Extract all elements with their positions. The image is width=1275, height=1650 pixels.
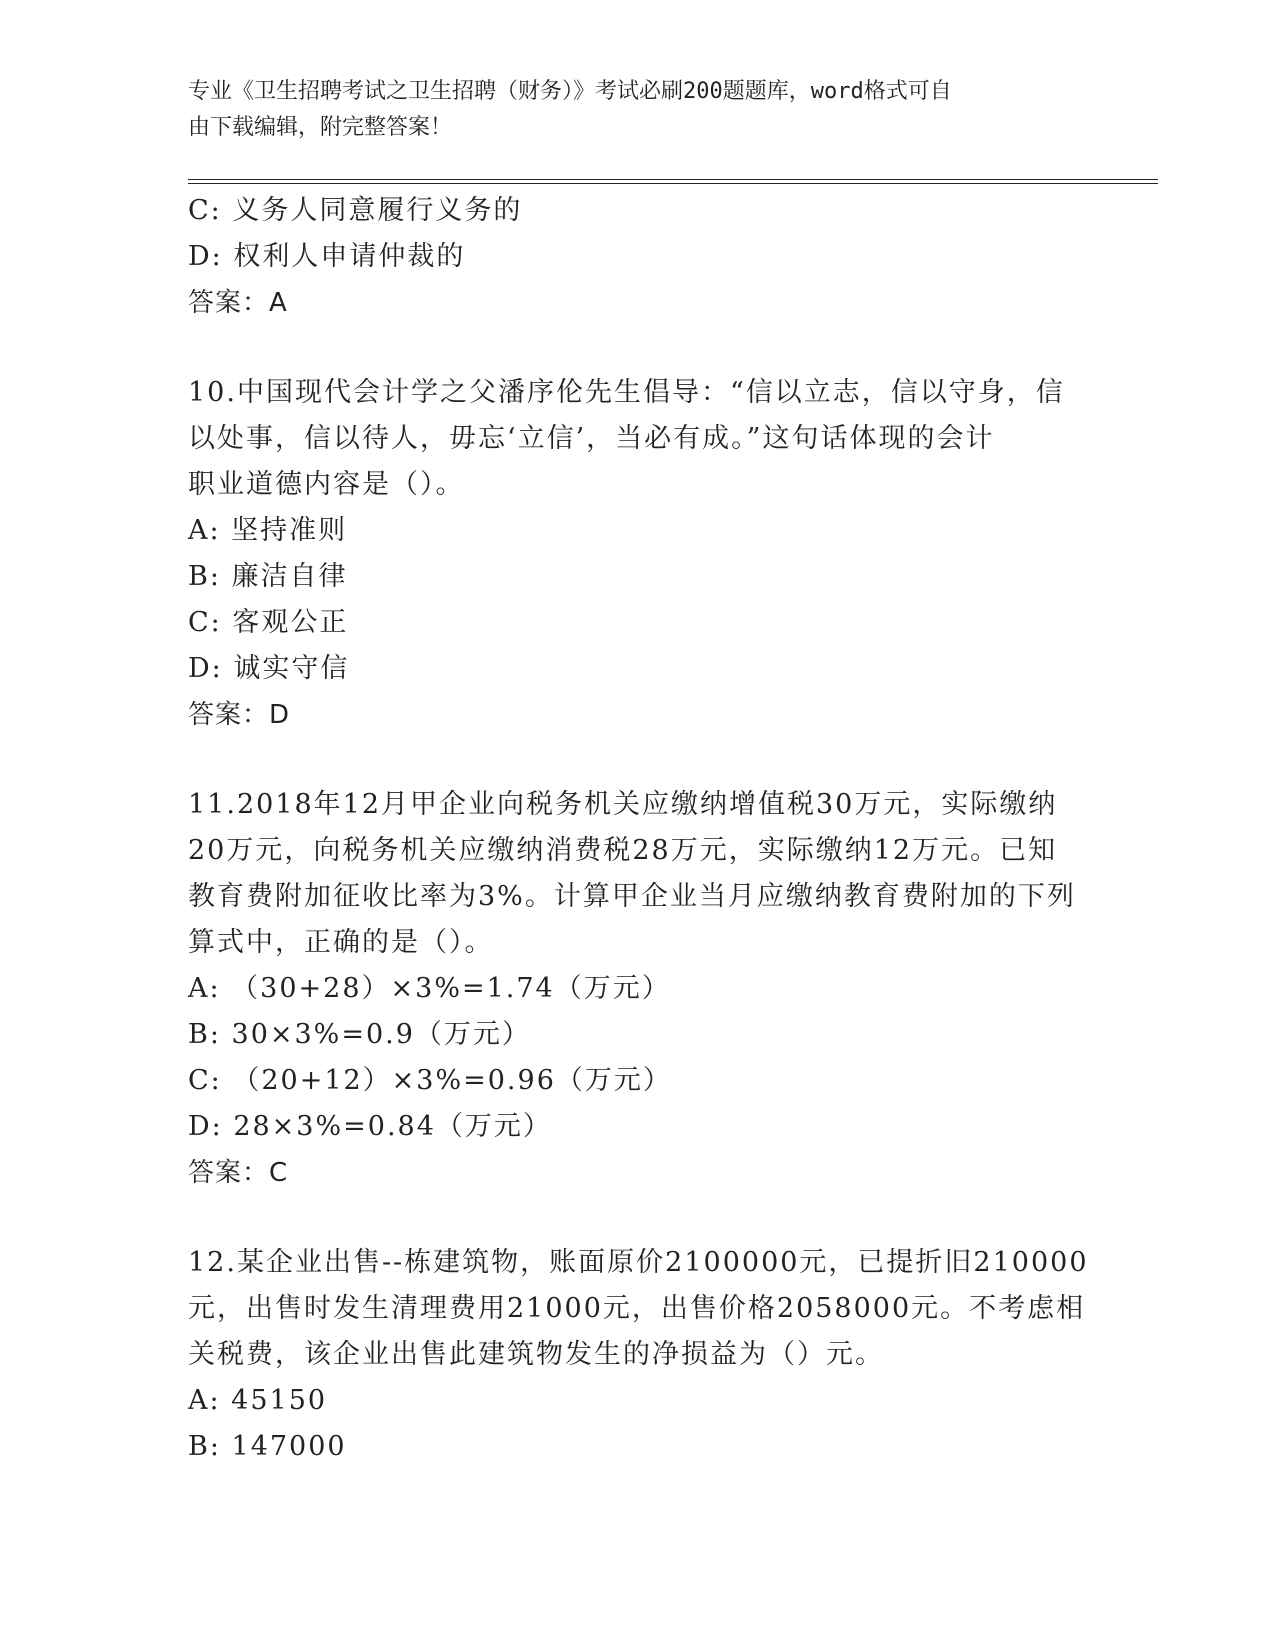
document-header — [188, 74, 1078, 146]
question-text-line: 教育费附加征收比率为3%。计算甲企业当月应缴纳教育费附加的下列 — [188, 881, 1076, 912]
header-line-1: 专业《卫生招聘考试之卫生招聘（财务）》考试必刷200题题库，word格式可自 — [188, 79, 952, 104]
option-c: C: 义务人同意履行义务的 — [188, 195, 523, 226]
spacer — [188, 326, 1088, 370]
option-d: D: 诚实守信 — [188, 653, 350, 684]
question-text-line: 算式中，正确的是（）。 — [188, 927, 494, 958]
option-d: D: 28×3%=0.84（万元） — [188, 1111, 552, 1142]
option-b: B: 廉洁自律 — [188, 561, 348, 592]
option-a: A: 坚持准则 — [188, 515, 348, 546]
question-block-12 — [188, 1240, 1088, 1470]
question-text-line: 10.中国现代会计学之父潘序伦先生倡导：“信以立志，信以守身，信 — [188, 377, 1065, 408]
option-c: C: 客观公正 — [188, 607, 349, 638]
header-divider-bottom — [188, 183, 1158, 184]
question-block-10 — [188, 370, 1088, 738]
answer-line: 答案：D — [188, 700, 291, 730]
spacer — [188, 738, 1088, 782]
header-line-2: 由下载编辑，附完整答案！ — [188, 115, 453, 140]
question-text-line: 以处事，信以待人，毋忘‘立信’，当必有成。”这句话体现的会计 — [188, 423, 995, 454]
question-text-line: 关税费，该企业出售此建筑物发生的净损益为（）元。 — [188, 1339, 884, 1370]
answer-line: 答案：C — [188, 1158, 289, 1188]
option-c: C: （20+12）×3%=0.96（万元） — [188, 1065, 672, 1096]
option-b: B: 30×3%=0.9（万元） — [188, 1019, 531, 1050]
question-content — [188, 188, 1088, 1470]
question-block-11 — [188, 782, 1088, 1196]
answer-line: 答案：A — [188, 288, 288, 318]
option-b: B: 147000 — [188, 1431, 347, 1462]
option-d: D: 权利人申请仲裁的 — [188, 241, 466, 272]
spacer — [188, 1196, 1088, 1240]
question-text-line: 20万元，向税务机关应缴纳消费税28万元，实际缴纳12万元。已知 — [188, 835, 1058, 866]
question-text-line: 职业道德内容是（）。 — [188, 469, 465, 500]
question-text-line: 11.2018年12月甲企业向税务机关应缴纳增值税30万元，实际缴纳 — [188, 789, 1058, 820]
option-a: A: （30+28）×3%=1.74（万元） — [188, 973, 671, 1004]
question-text-line: 元，出售时发生清理费用21000元，出售价格2058000元。不考虑相 — [188, 1293, 1086, 1324]
question-block-9 — [188, 188, 1088, 326]
option-a: A: 45150 — [188, 1385, 328, 1416]
header-divider-top — [188, 179, 1158, 180]
question-text-line: 12.某企业出售--栋建筑物，账面原价2100000元，已提折旧210000 — [188, 1247, 1089, 1278]
